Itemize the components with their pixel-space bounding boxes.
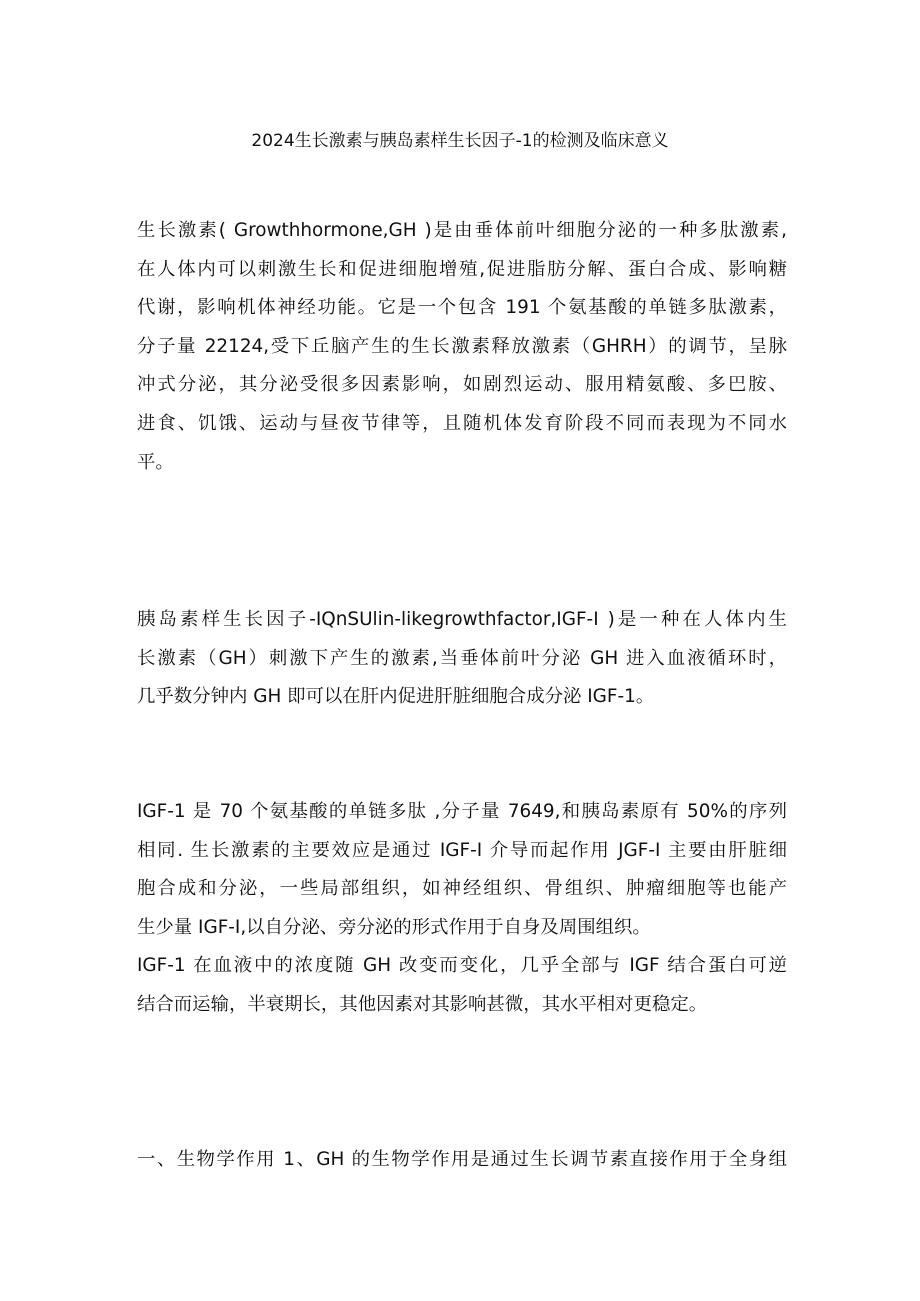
text-line: 几乎数分钟内 GH 即可以在肝内促进肝脏细胞合成分泌 IGF-1。 [137,686,655,708]
text-line: 相同. 生长激素的主要效应是通过 IGF-I 介导而起作用 JGF-I 主要由肝脏细 [137,839,787,861]
text-line: 进食、饥饿、运动与昼夜节律等，且随机体发育阶段不同而表现为不同水 [137,412,787,434]
text-line: 胰岛素样生长因子-IQnSUlin-likegrowthfactor,IGF-I )是一种在人体内生 [137,609,787,630]
paragraph-igf-definition [137,601,787,717]
text-line: 生长激素( Growthhormone,GH )是由垂体前叶细胞分泌的一种多肽激素, [137,220,787,241]
text-line: 平。 [137,451,174,473]
text-line: 胞合成和分泌，一些局部组织，如神经组织、骨组织、肿瘤细胞等也能产 [137,878,787,900]
text-line: IGF-1 是 70 个氨基酸的单链多肽 ,分子量 7649,和胰岛素原有 50%的序列 [137,801,787,822]
text-line: 在人体内可以刺激生长和促进细胞增殖,促进脂肪分解、蛋白合成、影响糖 [137,258,787,280]
text-line: 一、生物学作用 1、GH 的生物学作用是通过生长调节素直接作用于全身组 [137,1149,787,1170]
text-line: 代谢，影响机体神经功能。它是一个包含 191 个氨基酸的单链多肽激素， [137,297,787,319]
text-line: IGF-1 在血液中的浓度随 GH 改变而变化，几乎全部与 IGF 结合蛋白可逆 [137,955,787,977]
text-line: 长激素（GH）刺激下产生的激素,当垂体前叶分泌 GH 进入血液循环时， [137,647,787,669]
text-line: 生少量 IGF-I,以自分泌、旁分泌的形式作用于自身及周围组织。 [137,916,651,938]
paragraph-biological-effects [137,1141,787,1180]
document-title: 2024生长激素与胰岛素样生长因子-1的检测及临床意义 [251,131,669,151]
paragraph-igf-structure [137,793,787,1025]
paragraph-growth-hormone [137,212,787,482]
text-line: 结合而运输，半衰期长，其他因素对其影响甚微，其水平相对更稳定。 [137,993,708,1015]
text-line: 冲式分泌，其分泌受很多因素影响，如剧烈运动、服用精氨酸、多巴胺、 [137,374,787,396]
text-line: 分子量 22124,受下丘脑产生的生长激素释放激素（GHRH）的调节，呈脉 [137,335,787,357]
